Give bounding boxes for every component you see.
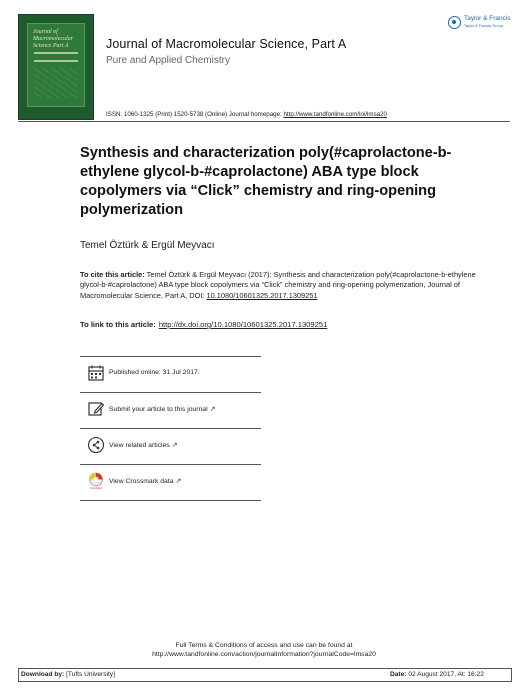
article-title: Synthesis and characterization poly(#caprolactone-b-ethylene glycol-b-#caprolactone) ABA type block copolymers via “Click” chemistry and ring-opening polymerization [80,145,452,218]
download-value: [Tufts University] [64,671,115,678]
panel-divider [80,356,261,357]
submit-article-label: Submit your article to this journal [109,406,208,413]
crossmark-link[interactable] [109,477,181,485]
journal-subtitle: Pure and Applied Chemistry [106,55,230,66]
terms-line: Full Terms & Conditions of access and use can be found at [175,642,353,649]
citation-label: To cite this article: [80,270,145,279]
cover-rule [34,52,78,54]
taylor-francis-logo-icon [448,16,461,29]
journal-title[interactable]: Journal of Macromolecular Science, Part A [106,37,347,51]
cover-title-line: Macromolecular [33,36,74,42]
external-link-icon: ↗ [171,442,178,449]
article-authors: Temel Öztürk & Ergül Meyvacı [80,240,215,251]
link-label: To link to this article: [80,320,156,329]
cover-artwork [34,68,78,98]
download-label: Download by: [21,671,65,678]
crossmark-icon [87,472,105,490]
download-date [390,671,484,678]
crossmark-label: View Crossmark data [109,478,174,485]
submit-article-link[interactable] [109,405,215,413]
publisher-logo-subtext: Taylor & Francis Group [464,24,503,28]
terms-url[interactable]: http://www.tandfonline.com/action/journalInformation?journalCode=lmsa20 [152,651,376,658]
external-link-icon: ↗ [209,406,216,413]
published-date: Published online: 31 Jul 2017. [109,369,200,376]
calendar-icon [87,364,105,382]
article-actions-panel [80,357,261,501]
cover-rule [34,60,78,62]
submit-article-row[interactable] [80,393,261,429]
related-articles-link[interactable] [109,441,178,449]
header-divider [18,121,510,122]
external-link-icon: ↗ [175,478,182,485]
date-value: 02 August 2017, At: 16:22 [406,671,484,678]
cover-panel [27,23,85,107]
article-link-line [80,320,327,329]
cover-title-line: Journal of [33,29,58,35]
related-articles-icon [87,436,105,454]
cover-title-line: Science Part A [33,43,69,49]
journal-cover-image [18,14,94,120]
citation-text: Temel Öztürk & Ergül Meyvacı (2017): Synthesis and characterization poly(#caprolactone-b-ethylene glycol-b-#caprolactone) ABA type block copolymers via “Click” chemistry and ring-opening polymerization, Journal of Macromolecular Science, Part A, DOI: [80,270,476,300]
related-articles-label: View related articles [109,442,170,449]
published-row [80,357,261,393]
citation-doi-link[interactable]: 10.1080/10601325.2017.1309251 [206,290,318,300]
cover-title [33,29,80,50]
citation-block [80,270,490,301]
publisher-logo-text: Taylor & Francis [464,15,511,22]
related-articles-row[interactable] [80,429,261,465]
terms-notice [0,641,528,659]
publisher-logo[interactable] [448,14,516,34]
issn-text: ISSN: 1060-1325 (Print) 1520-5738 (Online) Journal homepage: [106,111,284,118]
edit-icon [87,400,105,418]
crossmark-row[interactable] [80,465,261,501]
issn-line [106,111,387,118]
journal-homepage-link[interactable]: http://www.tandfonline.com/loi/lmsa20 [283,111,388,118]
article-doi-link[interactable]: http://dx.doi.org/10.1080/10601325.2017.1309251 [158,320,328,329]
date-label: Date: [390,671,407,678]
download-by [21,671,115,678]
crossmark-icon-text: CrossMark [89,487,103,490]
